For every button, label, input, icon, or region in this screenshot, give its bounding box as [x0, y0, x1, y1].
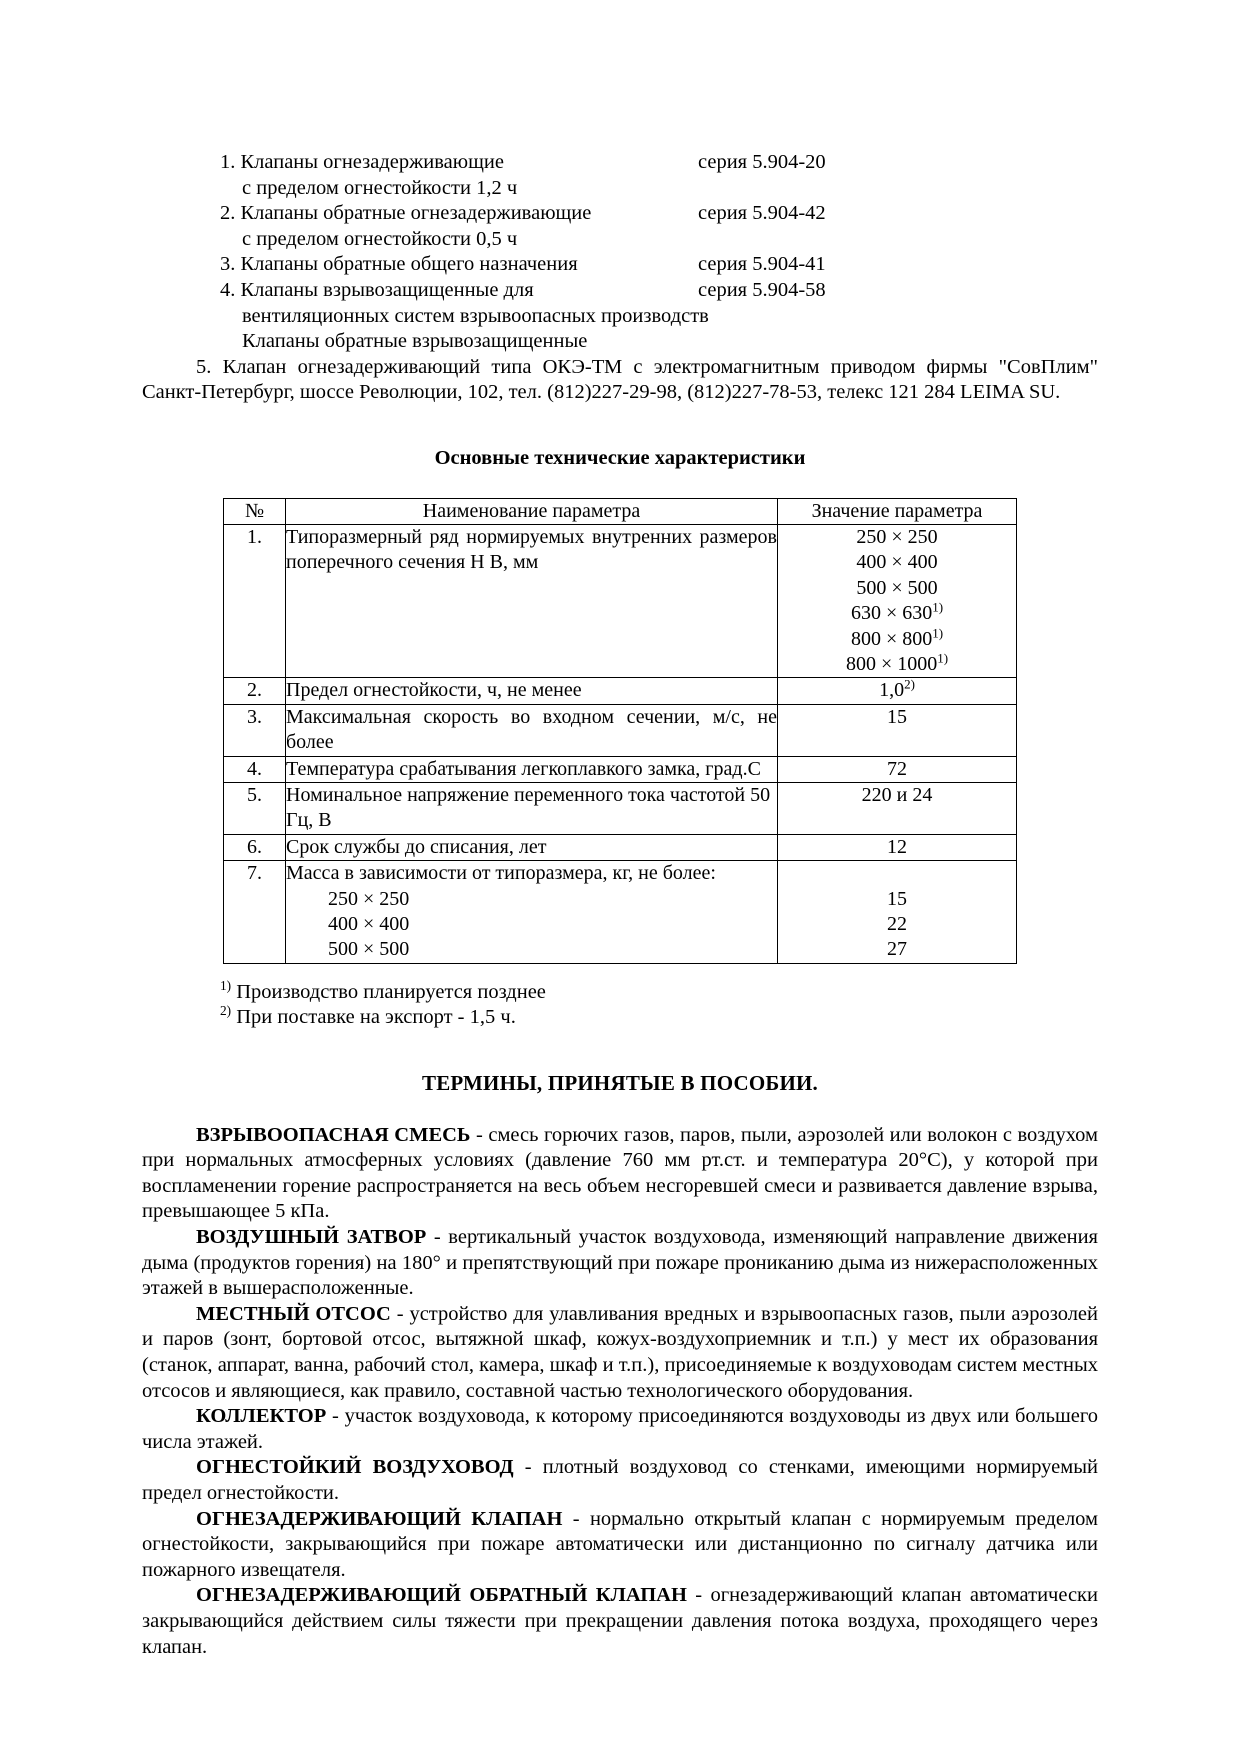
product-name: 4. Клапаны взрывозащищенные для: [220, 278, 534, 301]
header-number: №: [224, 498, 286, 524]
row-parameter-value: [778, 756, 1017, 782]
row-parameter-name: Температура срабатывания легкоплавкого замка, град.С: [286, 756, 778, 782]
row-parameter-name: Номинальное напряжение переменного тока частотой 50 Гц, В: [286, 783, 778, 835]
term-definition: [142, 1583, 1098, 1660]
intro-paragraph: 5. Клапан огнезадерживающий типа ОКЭ-ТМ с электромагнитным приводом фирмы "СовПлим" Санкт-Петербург, шоссе Революции, 102, тел. (812)227-29-98, (812)227-78-53, телекс 121 284 LEIMA SU.: [142, 355, 1098, 404]
product-list-item: [220, 201, 1098, 227]
term-name: ВЗРЫВООПАСНАЯ СМЕСЬ: [196, 1123, 471, 1146]
term-name: ОГНЕЗАДЕРЖИВАЮЩИЙ КЛАПАН: [196, 1507, 563, 1530]
product-name: 2. Клапаны обратные огнезадерживающие: [220, 202, 592, 225]
term-definition: [142, 1123, 1098, 1225]
table-row: [224, 783, 1017, 835]
value-line: $630 \times 630^{1)}$: [850, 599, 944, 625]
value-line: 15: [887, 705, 907, 728]
footnote-mark: 1): [220, 978, 232, 994]
footnote-mark: 2): [904, 676, 915, 692]
footnote-item: [220, 980, 1098, 1006]
term-text: смесь горючих газов, паров, пыли, аэрозолей или волокон с воздухом при нормальных атмосферных условиях (давление 760 мм рт.ст. и температура 20°С), у которой при воспламенении горение распространяется на весь объем несгоревшей смеси и развивается давление взрыва, превышающее 5 кПа.: [142, 1123, 1099, 1223]
term-name: ВОЗДУШНЫЙ ЗАТВОР: [196, 1226, 427, 1248]
term-dash: -: [686, 1584, 711, 1607]
row-number: 5.: [224, 783, 286, 835]
footnote-mark: 1): [937, 650, 949, 666]
table-row: [224, 524, 1017, 677]
term-definition: [142, 1455, 1098, 1506]
term-dash: -: [326, 1405, 345, 1428]
row-parameter-value: [778, 834, 1017, 860]
footnote-mark: 2): [220, 1003, 232, 1019]
value-line: 500 × 500: [856, 576, 938, 599]
product-subline: с пределом огнестойкости 1,2 ч: [242, 176, 518, 199]
specifications-table: [223, 498, 1017, 964]
row-parameter-name: Максимальная скорость во входном сечении, м/с, не более: [286, 704, 778, 756]
product-series: серия 5.904-58: [698, 278, 826, 301]
term-dash: -: [513, 1456, 543, 1479]
table-row: [224, 704, 1017, 756]
term-dash: -: [390, 1302, 410, 1325]
row-parameter-name: Типоразмерный ряд нормируемых внутренних размеров поперечного сечения Н В, мм: [286, 524, 778, 677]
value-line: 15: [887, 887, 907, 910]
size-line: 250 × 250: [328, 887, 410, 910]
row-parameter-label: Масса в зависимости от типоразмера, кг, не более:: [286, 862, 716, 885]
value-line: 250 × 250: [856, 525, 938, 548]
product-list-item: [220, 252, 1098, 278]
value-line: 72: [887, 757, 907, 780]
row-parameter-name: Предел огнестойкости, ч, не менее: [286, 678, 778, 704]
row-parameter-value: [778, 678, 1017, 704]
value-line: [778, 861, 1016, 886]
row-parameter-value: [778, 783, 1017, 835]
footnote-mark: 1): [932, 599, 944, 615]
term-definition: [142, 1302, 1098, 1404]
term-text: участок воздуховода, к которому присоединяются воздуховоды из двух или большего числа этажей.: [142, 1405, 1098, 1453]
term-text: огнезадерживающий клапан автоматически закрывающийся действием силы тяжести при прекращении давления потока воздуха, проходящего через клапан.: [142, 1584, 1098, 1658]
footnote-text: Производство планируется позднее: [231, 980, 546, 1003]
table-row: [224, 834, 1017, 860]
terms-heading: ТЕРМИНЫ, ПРИНЯТЫЕ В ПОСОБИИ.: [421, 1071, 819, 1096]
table-row: [224, 678, 1017, 704]
term-definition: [142, 1404, 1098, 1455]
value-line: $800 \times 1000^{1)}$: [845, 650, 949, 675]
size-line: 500 × 500: [328, 938, 410, 961]
term-definition: [142, 1225, 1098, 1302]
value-line: 12: [887, 835, 907, 858]
table-row: [224, 861, 1017, 964]
terms-section: [142, 1123, 1098, 1660]
product-list-item: [220, 278, 1098, 304]
row-number: 4.: [224, 756, 286, 782]
value-line: 220 и 24: [861, 784, 933, 806]
product-subline-extra: Клапаны обратные взрывозащищенные: [242, 330, 588, 353]
footnotes: [220, 980, 1098, 1031]
term-name: МЕСТНЫЙ ОТСОС: [196, 1302, 391, 1325]
product-series: серия 5.904-20: [698, 151, 826, 173]
product-name: 1. Клапаны огнезадерживающие: [220, 151, 504, 173]
term-text: нормально открытый клапан с нормируемым пределом огнестойкости, закрывающийся при пожаре автоматически или дистанционно по сигналу датчика или пожарного извещателя.: [142, 1507, 1099, 1581]
row-parameter-name: [286, 861, 778, 964]
row-number: 6.: [224, 834, 286, 860]
row-number: 1.: [224, 524, 286, 677]
term-text: плотный воздуховод со стенками, имеющими нормируемый предел огнестойкости.: [142, 1456, 1098, 1504]
row-number: 3.: [224, 704, 286, 756]
value-line: 400 × 400: [856, 551, 938, 574]
row-number: 7.: [224, 861, 286, 964]
term-dash: -: [470, 1123, 489, 1146]
term-dash: -: [562, 1507, 590, 1530]
product-series: серия 5.904-41: [698, 253, 826, 276]
row-parameter-value: [778, 524, 1017, 677]
footnote-item: [220, 1005, 1098, 1031]
term-dash: -: [426, 1226, 449, 1248]
row-parameter-value: [778, 704, 1017, 756]
product-subline: с пределом огнестойкости 0,5 ч: [242, 227, 518, 250]
value-line: $800 \times 800^{1)}$: [850, 624, 944, 650]
product-subline: вентиляционных систем взрывоопасных производств: [242, 304, 709, 327]
term-text: вертикальный участок воздуховода, изменяющий направление движения дыма (продуктов горения) на 180° и препятствующий при пожаре прониканию дыма из нижерасположенных этажей в вышерасположенные.: [142, 1226, 1098, 1300]
value-line: 27: [887, 938, 907, 961]
header-parameter-name: Наименование параметра: [286, 498, 778, 524]
term-definition: [142, 1507, 1098, 1584]
value-line: 22: [887, 913, 907, 936]
table-title: Основные технические характеристики: [434, 446, 806, 469]
product-list: [220, 150, 1098, 355]
size-line: 400 × 400: [328, 913, 410, 936]
term-name: ОГНЕЗАДЕРЖИВАЮЩИЙ ОБРАТНЫЙ КЛАПАН: [196, 1584, 687, 1607]
product-series: серия 5.904-42: [698, 202, 826, 225]
row-parameter-name: Срок службы до списания, лет: [286, 834, 778, 860]
product-list-item: [220, 150, 1098, 176]
footnote-mark: 1): [932, 624, 944, 640]
product-name: 3. Клапаны обратные общего назначения: [220, 253, 578, 276]
table-header-row: [224, 498, 1017, 524]
header-parameter-value: Значение параметра: [778, 498, 1017, 524]
value-line: 1,0$^{2)}$: [879, 676, 915, 702]
row-number: 2.: [224, 678, 286, 704]
footnote-text: При поставке на экспорт - 1,5 ч.: [231, 1006, 516, 1029]
term-name: ОГНЕСТОЙКИЙ ВОЗДУХОВОД: [196, 1456, 514, 1479]
table-row: [224, 756, 1017, 782]
term-name: КОЛЛЕКТОР: [196, 1405, 327, 1428]
row-parameter-value: [778, 861, 1017, 964]
term-text: устройство для улавливания вредных и взрывоопасных газов, пыли аэрозолей и паров (зонт, бортовой отсос, вытяжной шкаф, кожух-воздухоприемник и т.п.) у мест их образования (станок, аппарат, ванна, рабочий стол, камера, шкаф и т.п.), присоединяемые к воздуховодам систем местных отсосов и являющиеся, как правило, составной частью технологического оборудования.: [142, 1302, 1098, 1402]
